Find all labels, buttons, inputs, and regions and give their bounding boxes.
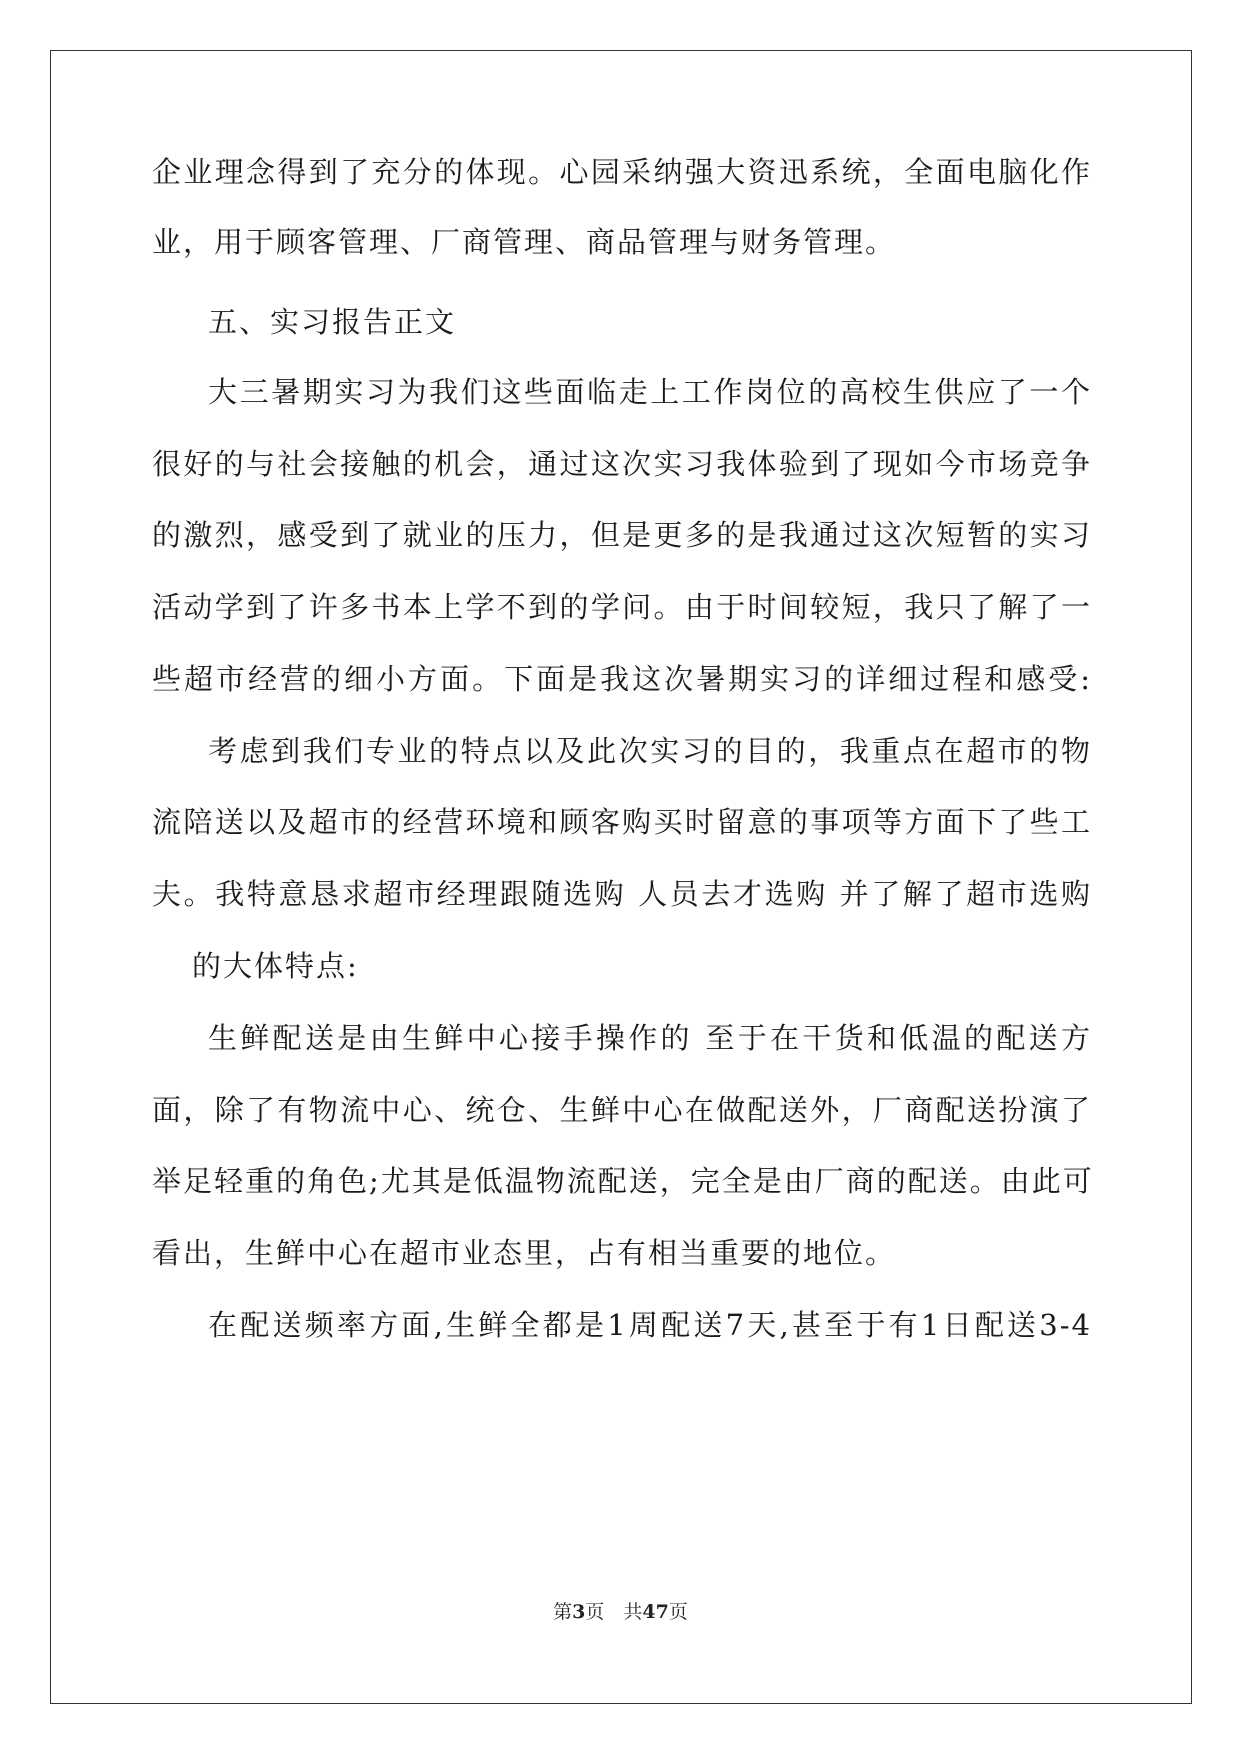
text-line-2: 业，用于顾客管理、厂商管理、商品管理与财务管理。 (152, 225, 897, 259)
text-line-6: 的激烈，感受到了就业的压力，但是更多的是我通过这次短暂的实习 (152, 518, 1092, 552)
text-line-12: 的大体特点: (192, 949, 359, 983)
text-line-14: 面，除了有物流中心、统仓、生鲜中心在做配送外，厂商配送扮演了 (152, 1093, 1092, 1127)
footer-suffix: 页 (668, 1601, 688, 1623)
footer-middle: 页 共 (585, 1601, 643, 1623)
section-heading: 五、实习报告正文 (208, 305, 457, 339)
text-line-9: 考虑到我们专业的特点以及此次实习的目的，我重点在超市的物 (208, 734, 1092, 768)
text-line-11: 夫。我特意恳求超市经理跟随选购 人员去才选购 并了解了超市选购 (152, 877, 1092, 911)
text-line-4: 大三暑期实习为我们这些面临走上工作岗位的高校生供应了一个 (208, 375, 1092, 409)
footer-current-page: 3 (572, 1601, 586, 1623)
text-line-16: 看出，生鲜中心在超市业态里，占有相当重要的地位。 (152, 1236, 897, 1270)
text-line-13: 生鲜配送是由生鲜中心接手操作的 至于在干货和低温的配送方 (208, 1021, 1092, 1055)
text-line-10: 流陪送以及超市的经营环境和顾客购买时留意的事项等方面下了些工 (152, 805, 1092, 839)
text-line-8: 些超市经营的细小方面。下面是我这次暑期实习的详细过程和感受: (152, 662, 1092, 696)
text-line-7: 活动学到了许多书本上学不到的学问。由于时间较短，我只了解了一 (152, 590, 1092, 624)
footer-total-pages: 47 (642, 1601, 669, 1623)
text-line-1: 企业理念得到了充分的体现。心园采纳强大资迅系统，全面电脑化作 (152, 155, 1092, 189)
text-line-5: 很好的与社会接触的机会，通过这次实习我体验到了现如今市场竞争 (152, 447, 1092, 481)
page-footer (0, 1600, 1241, 1624)
text-line-17: 在配送频率方面,生鲜全都是1周配送7天,甚至于有1日配送3-4 (208, 1308, 1092, 1342)
text-line-15: 举足轻重的角色;尤其是低温物流配送，完全是由厂商的配送。由此可 (152, 1164, 1094, 1198)
footer-prefix: 第 (553, 1601, 573, 1623)
